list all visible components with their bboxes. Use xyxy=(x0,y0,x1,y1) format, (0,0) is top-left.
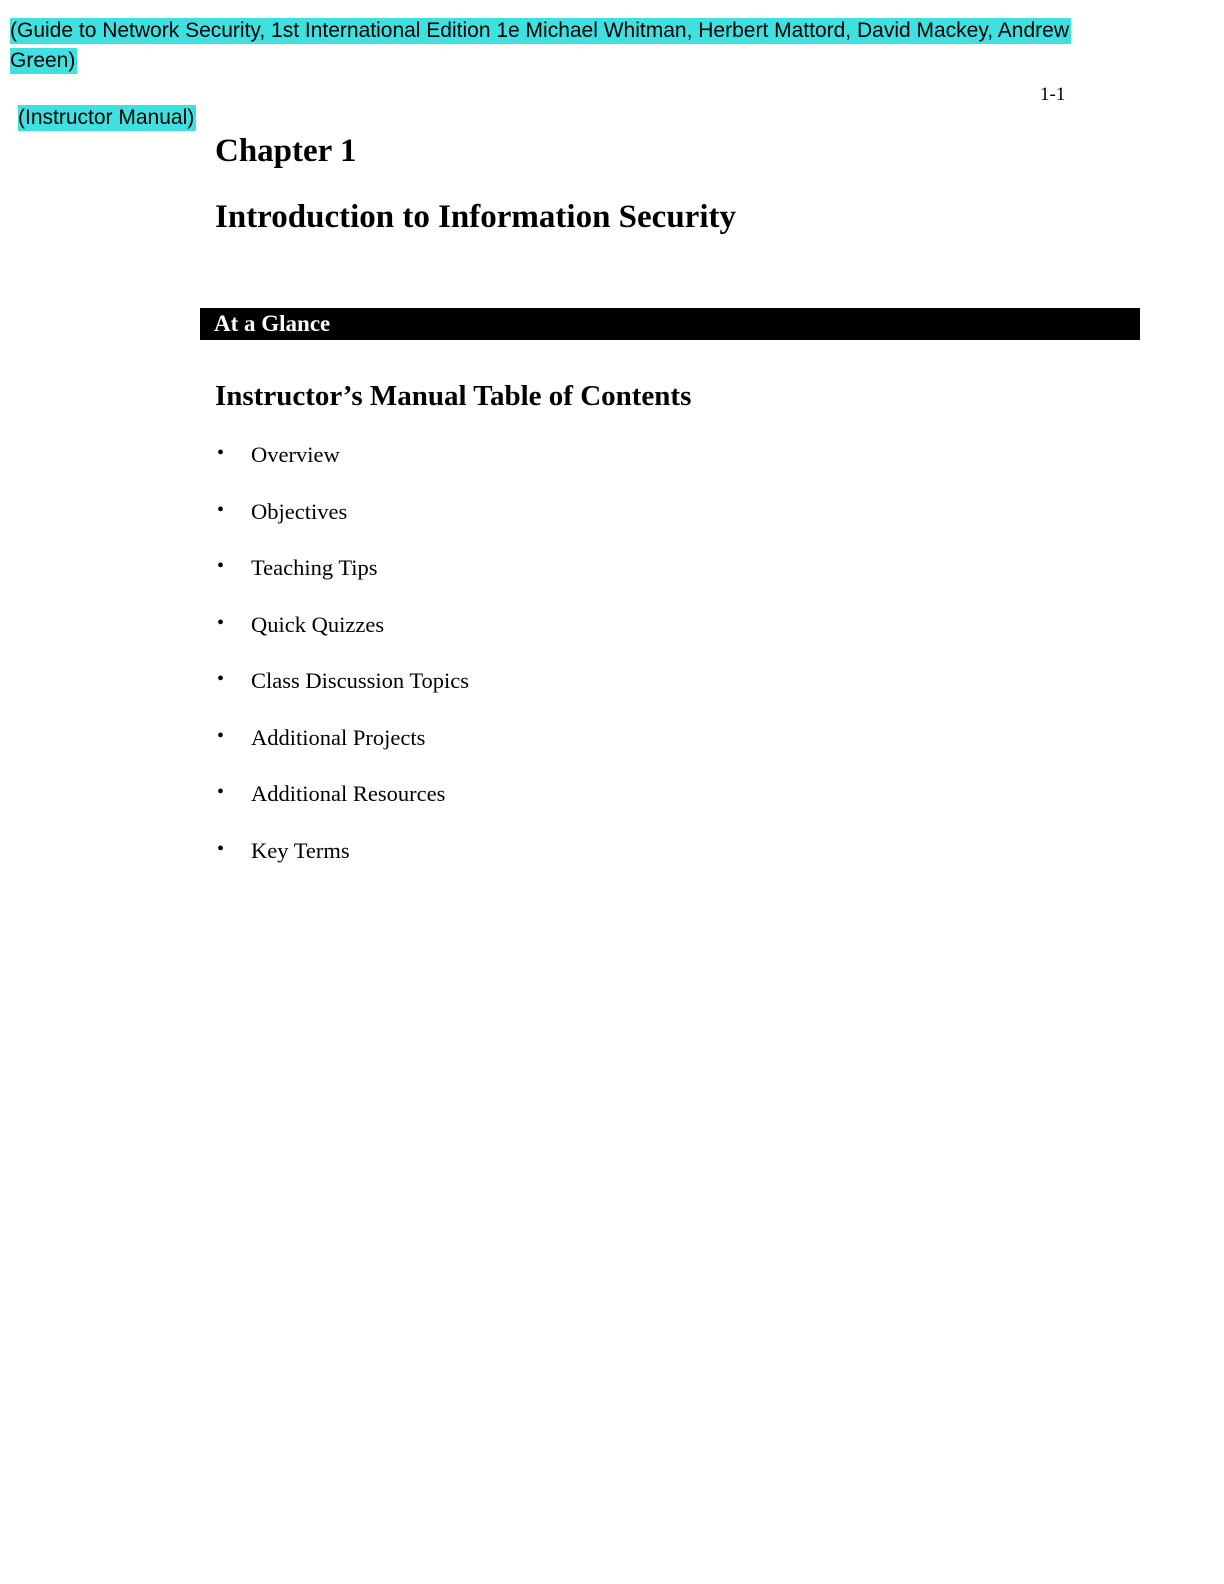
bullet-icon: • xyxy=(217,724,225,747)
bullet-icon: • xyxy=(217,611,225,634)
list-item-label: Key Terms xyxy=(251,837,350,863)
list-item xyxy=(215,782,469,805)
bullet-icon: • xyxy=(217,837,225,860)
list-item xyxy=(215,556,469,579)
bullet-icon: • xyxy=(217,781,225,803)
bullet-icon: • xyxy=(217,668,225,690)
instructor-manual-label xyxy=(18,106,196,130)
list-item-label: Class Discussion Topics xyxy=(251,668,470,693)
list-item-label: Objectives xyxy=(251,498,348,524)
list-item-label: Quick Quizzes xyxy=(251,611,385,637)
list-item xyxy=(215,443,469,466)
instructor-manual-highlighted-text: (Instructor Manual) xyxy=(18,106,195,129)
list-item-label: Overview xyxy=(251,442,340,467)
book-title xyxy=(10,16,1142,76)
list-item xyxy=(215,500,469,523)
toc-heading: Instructor’s Manual Table of Contents xyxy=(215,380,692,412)
list-item xyxy=(215,669,469,692)
bullet-icon: • xyxy=(217,442,225,464)
page-number: 1-1 xyxy=(1040,84,1066,105)
bullet-icon: • xyxy=(217,498,225,521)
bullet-icon: • xyxy=(217,555,225,577)
list-item-label: Additional Resources xyxy=(251,781,446,806)
list-item xyxy=(215,613,469,636)
chapter-title: Introduction to Information Security xyxy=(215,199,736,235)
toc-list xyxy=(215,443,469,895)
chapter-label: Chapter 1 xyxy=(215,133,357,169)
at-a-glance-section-bar: At a Glance xyxy=(200,308,1140,340)
list-item-label: Additional Projects xyxy=(251,724,426,750)
list-item-label: Teaching Tips xyxy=(251,555,378,580)
book-title-highlighted-text: (Guide to Network Security, 1st International Edition 1e Michael Whitman, Herbert Mattord, David Mackey, Andrew Green) xyxy=(10,19,1070,72)
list-item xyxy=(215,839,469,862)
list-item xyxy=(215,726,469,749)
